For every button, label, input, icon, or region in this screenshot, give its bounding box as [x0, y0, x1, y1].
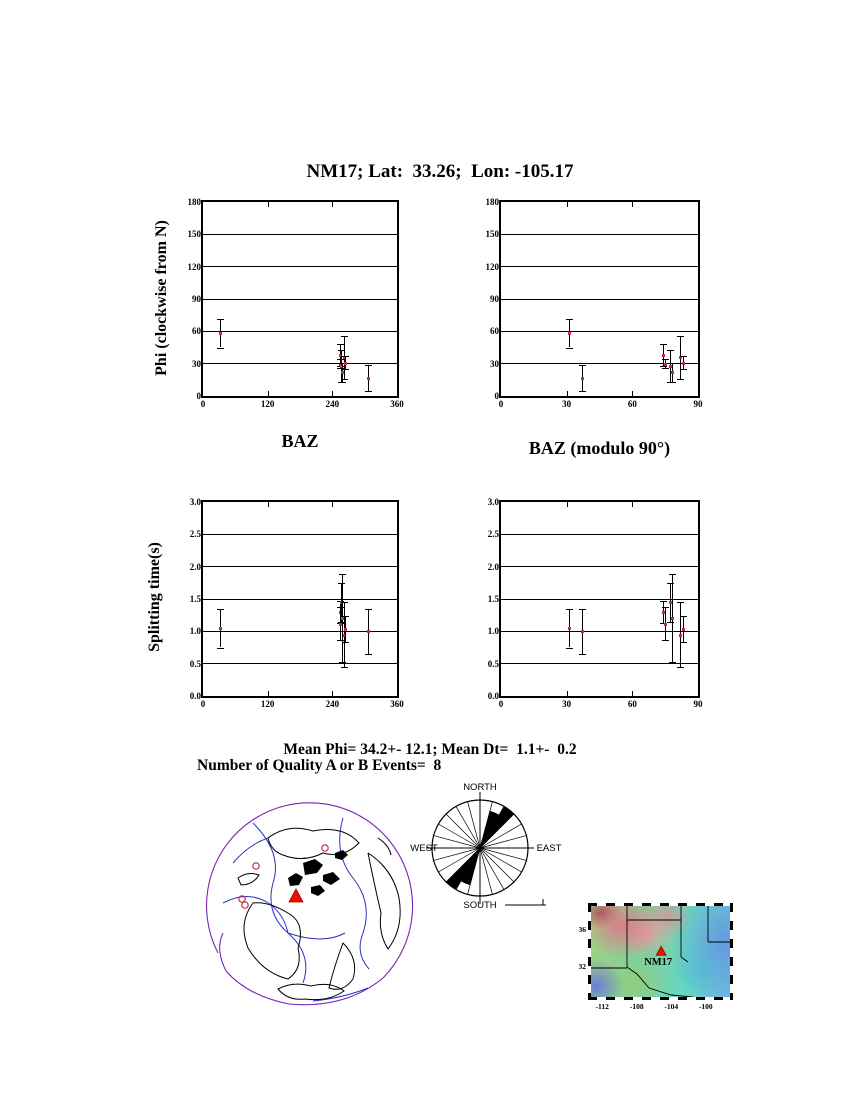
x-tick-label: 90: [693, 399, 703, 409]
y-tick-label: 90: [490, 294, 499, 304]
error-bar-cap: [667, 350, 674, 351]
globe-graphic: [193, 783, 428, 1018]
y-tick-label: 3.0: [189, 497, 201, 507]
y-tick-label: 120: [187, 261, 201, 272]
y-tick-label: 150: [187, 229, 201, 240]
data-point: [367, 377, 370, 380]
error-bar-cap: [677, 602, 684, 603]
error-bar-cap: [341, 379, 348, 380]
error-bar-cap: [680, 369, 687, 370]
x-tick-label: 0: [498, 399, 504, 409]
gridline: [501, 234, 698, 235]
plot-phi-vs-baz-mod90: [485, 197, 703, 409]
x-tick-label: 0: [498, 699, 504, 709]
x-tick-mark: [268, 691, 269, 696]
error-bar-cap: [669, 363, 676, 364]
y-tick-label: 1.0: [487, 626, 499, 637]
map-borders-overlay: [591, 906, 730, 997]
rose-label: EAST: [536, 843, 562, 854]
error-bar-cap: [365, 609, 372, 610]
y-tick-label: 0.5: [487, 658, 499, 669]
x-tick-mark: [268, 391, 269, 396]
y-tick-label: 0: [494, 391, 499, 401]
data-point: [367, 630, 370, 633]
error-bar-cap: [566, 348, 573, 349]
error-bar-cap: [677, 379, 684, 380]
coastlines: [238, 828, 400, 999]
y-tick-label: 150: [485, 229, 499, 240]
error-bar-cap: [365, 365, 372, 366]
data-point: [682, 628, 685, 631]
error-bar-cap: [342, 369, 349, 370]
x-tick-label: 120: [260, 399, 275, 409]
x-tick-label: 90: [693, 699, 703, 709]
error-bar-cap: [342, 616, 349, 617]
error-bar-cap: [669, 662, 676, 663]
x-tick-label: 30: [562, 399, 572, 409]
data-point: [219, 332, 222, 335]
error-bar-cap: [339, 574, 346, 575]
data-point: [344, 362, 347, 365]
y-tick-label: 3.0: [487, 497, 499, 507]
y-tick-label: 2.5: [487, 529, 499, 540]
error-bar-cap: [217, 648, 224, 649]
y-tick-label: 2.5: [189, 529, 201, 540]
map-lat-tick-label: 32: [578, 962, 586, 972]
map-station-label: NM17: [644, 957, 673, 969]
data-point: [581, 377, 584, 380]
gridline: [501, 299, 698, 300]
error-bar-cap: [677, 336, 684, 337]
x-tick-mark: [268, 202, 269, 207]
x-tick-label: 360: [390, 699, 404, 709]
error-bar-cap: [341, 667, 348, 668]
gridline: [203, 331, 397, 332]
x-tick-label: 0: [200, 399, 206, 409]
error-bar-cap: [342, 642, 349, 643]
rose-sector-line: [434, 836, 480, 848]
error-bar-cap: [579, 391, 586, 392]
error-bar-cap: [217, 609, 224, 610]
rose-sector-line: [468, 802, 480, 848]
error-bar-cap: [342, 356, 349, 357]
data-point: [219, 627, 222, 630]
gridline: [203, 566, 397, 567]
error-bar-cap: [662, 359, 669, 360]
gridline: [203, 599, 397, 600]
data-point: [682, 362, 685, 365]
error-bar-cap: [660, 601, 667, 602]
rose-filled-wedge: [446, 848, 480, 890]
y-tick-label: 0: [196, 391, 201, 401]
map-station-triangle: [656, 946, 666, 955]
x-tick-mark: [632, 502, 633, 507]
rose-label: SOUTH: [463, 900, 497, 911]
x-tick-mark: [632, 691, 633, 696]
error-bar-cap: [680, 616, 687, 617]
x-tick-mark: [632, 391, 633, 396]
azimuthal-globe-map: [193, 783, 428, 1018]
plot-phi-vs-baz: [187, 197, 404, 409]
x-tick-mark: [567, 691, 568, 696]
x-tick-mark: [332, 691, 333, 696]
x-tick-label: 0: [200, 699, 206, 709]
error-bar-cap: [680, 642, 687, 643]
y-tick-label: 120: [485, 261, 499, 272]
error-bar-cap: [662, 607, 669, 608]
y-tick-label: 1.5: [189, 594, 201, 604]
map-lon-tick-label: -108: [629, 1002, 644, 1011]
error-bar-cap: [662, 368, 669, 369]
map-lat-tick-label: 36: [578, 924, 586, 934]
x-tick-label: 60: [627, 399, 637, 409]
map-frame-right: [730, 903, 733, 1000]
y-tick-label: 2.0: [189, 561, 201, 572]
y-tick-label: 0.0: [189, 691, 201, 701]
error-bar-cap: [217, 348, 224, 349]
y-tick-label: 60: [490, 326, 499, 337]
y-tick-label: 30: [490, 358, 499, 369]
x-tick-label: 240: [325, 399, 340, 409]
x-tick-mark: [332, 202, 333, 207]
error-bar-cap: [365, 654, 372, 655]
error-bar-cap: [669, 574, 676, 575]
gridline: [501, 599, 698, 600]
phi-rose-diagram: [403, 780, 568, 912]
y-tick-label: 90: [192, 294, 201, 304]
x-tick-mark: [332, 502, 333, 507]
event-epicenter-marker: [242, 902, 248, 908]
y-tick-label: 180: [485, 197, 499, 207]
gridline: [501, 331, 698, 332]
data-point: [344, 628, 347, 631]
plot-dt-vs-baz-mod90: [487, 497, 703, 709]
mean-values-text: Mean Phi= 34.2+- 12.1; Mean Dt= 1.1+- 0.2: [283, 741, 577, 758]
landmass-fill-blobs: [288, 850, 348, 896]
x-tick-mark: [567, 391, 568, 396]
error-bar-cap: [341, 336, 348, 337]
regional-topo-map: [578, 903, 733, 1011]
x-tick-label: 360: [390, 399, 404, 409]
y-tick-label: 0.5: [189, 658, 201, 669]
y-axis-title-phi: Phi (clockwise from N): [153, 220, 170, 376]
x-tick-label: 240: [325, 699, 340, 709]
gridline: [501, 631, 698, 632]
gridline: [203, 663, 397, 664]
gridline: [203, 266, 397, 267]
error-bar-cap: [680, 356, 687, 357]
error-bar-cap: [566, 609, 573, 610]
y-tick-label: 1.5: [487, 594, 499, 604]
data-point: [568, 627, 571, 630]
x-axis-title-baz-mod90: BAZ (modulo 90°): [528, 438, 671, 458]
error-bar-cap: [660, 344, 667, 345]
plate-boundary-lines: [223, 818, 369, 1001]
y-tick-label: 2.0: [487, 561, 499, 572]
data-point: [568, 332, 571, 335]
map-topography: [591, 906, 730, 997]
error-bar-cap: [677, 667, 684, 668]
data-point: [662, 354, 665, 357]
gridline: [501, 566, 698, 567]
data-point: [664, 363, 667, 366]
x-axis-title-baz: BAZ: [281, 431, 319, 451]
gridline: [501, 534, 698, 535]
error-bar-cap: [566, 319, 573, 320]
data-point: [671, 371, 674, 374]
plate-boundary-outer-ring: [207, 803, 413, 1005]
error-bar-cap: [579, 654, 586, 655]
event-epicenter-marker: [253, 863, 259, 869]
error-bar-cap: [365, 391, 372, 392]
data-point: [664, 623, 667, 626]
y-tick-label: 30: [192, 358, 201, 369]
x-tick-mark: [632, 202, 633, 207]
error-bar-cap: [341, 602, 348, 603]
data-point: [671, 617, 674, 620]
rose-sector-line: [480, 848, 526, 860]
map-lon-tick-label: -100: [698, 1002, 713, 1011]
error-bar-cap: [579, 609, 586, 610]
map-frame-bottom: [588, 997, 733, 1000]
map-lon-tick-label: -104: [664, 1002, 679, 1011]
event-count-text: Number of Quality A or B Events= 8: [197, 757, 442, 774]
x-tick-mark: [332, 391, 333, 396]
x-tick-label: 60: [627, 699, 637, 709]
error-bar-cap: [579, 365, 586, 366]
y-tick-label: 180: [187, 197, 201, 207]
error-bar-cap: [662, 640, 669, 641]
x-tick-mark: [567, 202, 568, 207]
error-bar-cap: [339, 382, 346, 383]
error-bar-cap: [669, 382, 676, 383]
data-point: [581, 630, 584, 633]
gridline: [501, 266, 698, 267]
gridline: [203, 534, 397, 535]
rose-label: WEST: [410, 843, 438, 854]
x-tick-mark: [268, 502, 269, 507]
y-tick-label: 1.0: [189, 626, 201, 637]
station-triangle-marker: [289, 889, 303, 902]
rose-graphic: [403, 780, 568, 912]
x-tick-mark: [567, 502, 568, 507]
gridline: [203, 299, 397, 300]
x-tick-label: 30: [562, 699, 572, 709]
plot-dt-vs-baz: [189, 497, 404, 709]
error-bar-cap: [217, 319, 224, 320]
y-tick-label: 60: [192, 326, 201, 337]
x-tick-label: 120: [260, 699, 275, 709]
error-bar-cap: [337, 344, 344, 345]
y-axis-title-splitting-time: Splitting time(s): [146, 542, 163, 652]
page-title: NM17; Lat: 33.26; Lon: -105.17: [306, 161, 574, 182]
gridline: [203, 234, 397, 235]
error-bar-cap: [566, 648, 573, 649]
event-epicenter-marker: [322, 845, 328, 851]
rose-label: NORTH: [463, 782, 497, 793]
rose-filled-wedge: [480, 806, 514, 848]
y-tick-label: 0.0: [487, 691, 499, 701]
rose-sector-line: [480, 848, 492, 894]
map-lon-tick-label: -112: [595, 1002, 609, 1011]
